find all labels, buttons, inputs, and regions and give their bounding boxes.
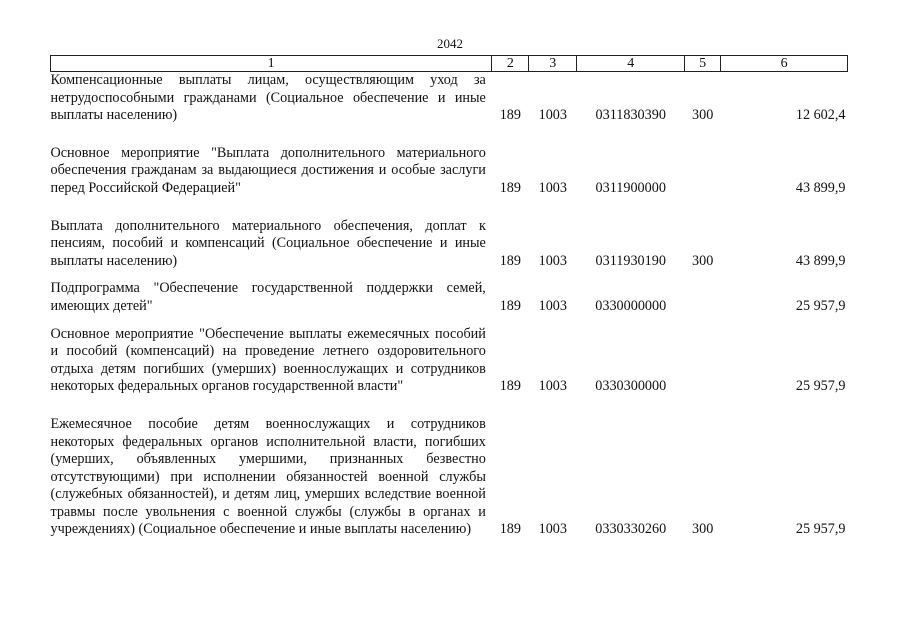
row-ministry-code: 189	[499, 179, 521, 196]
row-target-code: 0311900000	[595, 179, 666, 196]
row-section-code: 1003	[538, 378, 567, 395]
table-body	[51, 72, 848, 540]
row-target-code: 0330300000	[595, 378, 667, 395]
row-target-code: 0330000000	[595, 297, 667, 314]
row-section-code: 1003	[538, 297, 567, 314]
header-col-4: 4	[577, 56, 685, 72]
row-section-code: 1003	[538, 107, 567, 124]
row-target-code: 0330330260	[595, 521, 667, 538]
row-expense-type: 300	[692, 107, 714, 124]
row-amount: 25 957,9	[795, 521, 846, 538]
row-amount: 43 899,9	[795, 179, 846, 196]
row-ministry-code: 189	[499, 252, 521, 269]
row-expense-type: 300	[692, 521, 714, 538]
row-amount: 25 957,9	[795, 297, 846, 314]
page-number: 2042	[437, 36, 463, 51]
table-row	[51, 326, 848, 416]
row-expense-type: 300	[692, 252, 714, 269]
row-amount: 12 602,4	[795, 107, 846, 124]
row-expense-type	[685, 145, 721, 218]
row-expense-type	[685, 280, 721, 325]
header-col-1: 1	[51, 56, 492, 72]
header-col-6: 6	[721, 56, 848, 72]
row-target-code: 0311930190	[595, 252, 666, 269]
table-row	[51, 280, 848, 325]
table-row	[51, 145, 848, 218]
table-row	[51, 72, 848, 145]
row-description: Основное мероприятие "Обеспечение выплаты ежемесячных пособий и пособий (компенсаций) на проведение летнего оздоровительного отдыха детям погибших (умерших) военнослужащих и сотрудников некоторых федеральных органов государственной власти"	[50, 325, 486, 395]
row-section-code: 1003	[538, 179, 567, 196]
row-ministry-code: 189	[499, 107, 521, 124]
row-ministry-code: 189	[499, 378, 521, 395]
row-amount: 43 899,9	[795, 252, 846, 269]
header-row	[51, 56, 848, 72]
row-target-code: 0311830390	[595, 107, 666, 124]
row-section-code: 1003	[538, 252, 567, 269]
row-expense-type	[685, 326, 721, 416]
header-col-3: 3	[529, 56, 577, 72]
row-ministry-code: 189	[499, 297, 521, 314]
header-col-2: 2	[492, 56, 529, 72]
row-description: Подпрограмма "Обеспечение государственной поддержки семей, имеющих детей"	[50, 280, 486, 314]
row-description: Выплата дополнительного материального обеспечения, доплат к пенсиям, пособий и компенсаций (Социальное обеспечение и иные выплаты населению)	[50, 217, 486, 269]
row-amount: 25 957,9	[795, 378, 846, 395]
table-header	[51, 56, 848, 72]
row-description: Компенсационные выплаты лицам, осуществляющим уход за нетрудоспособными гражданами (Социальное обеспечение и иные выплаты населению)	[50, 72, 486, 124]
row-description: Ежемесячное пособие детям военнослужащих и сотрудников некоторых федеральных органов исполнительной власти, погибших (умерших, объявленных умершими, признанных безвестно отсутствующими) при исполнении обязанностей военной службы (служебных обязанностей), и детям лиц, умерших вследствие военной травмы после увольнения с военной службы (службы в органах и учреждениях) (Социальное обеспечение и иные выплаты населению)	[50, 415, 486, 538]
table-row	[51, 416, 848, 539]
table-row	[51, 218, 848, 281]
header-col-5: 5	[685, 56, 721, 72]
row-section-code: 1003	[538, 521, 567, 538]
budget-table	[50, 55, 848, 539]
row-ministry-code: 189	[499, 521, 521, 538]
row-description: Основное мероприятие "Выплата дополнительного материального обеспечения гражданам за выдающиеся достижения и особые заслуги перед Российской Федерацией"	[50, 144, 486, 196]
